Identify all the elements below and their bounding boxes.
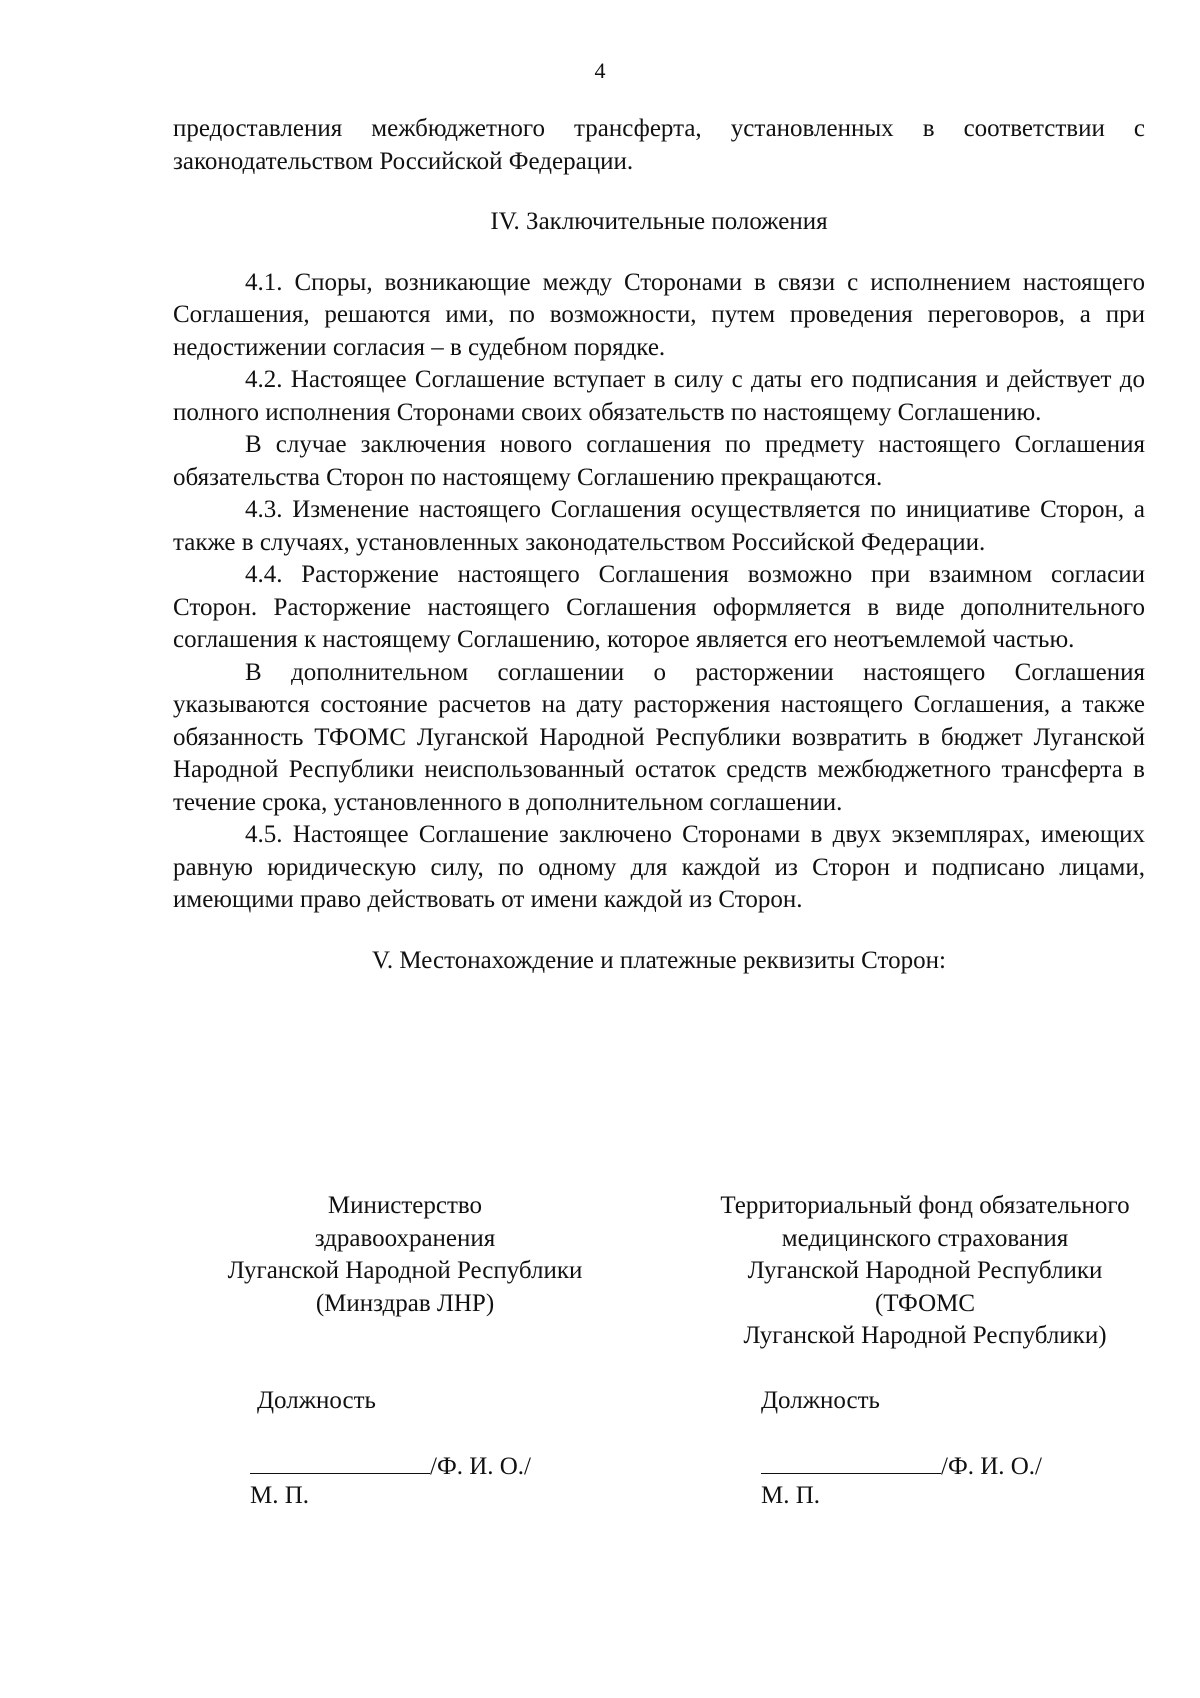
clause-4-5: 4.5. Настоящее Соглашение заключено Сторонами в двух экземплярах, имеющих равную юридическую силу, по одному для каждой из Сторон и подписано лицами, имеющими право действовать от имени каждой из Сторон. xyxy=(173,821,1145,913)
party-right-position: Должность xyxy=(761,1387,880,1414)
party-left-fio: /Ф. И. О./ xyxy=(430,1453,532,1480)
section-4-heading: IV. Заключительные положения xyxy=(490,208,828,235)
clause-4-2: 4.2. Настоящее Соглашение вступает в силу с даты его подписания и действует до полного исполнения Сторонами своих обязательств по настоящему Соглашению. xyxy=(173,366,1145,426)
party-right-line: (ТФОМС xyxy=(874,1289,976,1317)
clause-4-1: 4.1. Споры, возникающие между Сторонами в связи с исполнением настоящего Соглашения, решаются ими, по возможности, путем проведения переговоров, а при недостижении согласия – в судебном порядке. xyxy=(173,268,1145,361)
clause-4-3: 4.3. Изменение настоящего Соглашения осуществляется по инициативе Сторон, а также в случаях, установленных законодательством Российской Федерации. xyxy=(173,496,1145,556)
party-right-name xyxy=(680,1190,1170,1353)
party-right-line: медицинского страхования xyxy=(781,1224,1069,1252)
party-left-line: (Минздрав ЛНР) xyxy=(315,1289,495,1317)
party-right-line: Луганской Народной Республики) xyxy=(743,1322,1107,1349)
party-right-signature xyxy=(761,1447,1042,1484)
party-left-stamp: М. П. xyxy=(250,1482,310,1509)
party-left-position: Должность xyxy=(257,1387,376,1414)
page-number: 4 xyxy=(594,58,606,83)
intro-paragraph: предоставления межбюджетного трансферта, установленных в соответствии с законодательством Российской Федерации. xyxy=(173,115,1145,175)
party-right-stamp: М. П. xyxy=(761,1482,821,1509)
party-left-line: Луганской Народной Республики xyxy=(227,1257,583,1284)
signature-line xyxy=(761,1447,941,1474)
clause-4-4: 4.4. Расторжение настоящего Соглашения возможно при взаимном согласии Сторон. Расторжение настоящего Соглашения оформляется в виде дополнительного соглашения к настоящему Соглашению, которое является его неотъемлемой частью. xyxy=(173,561,1145,653)
party-left-name xyxy=(195,1190,615,1320)
signature-line xyxy=(250,1447,430,1474)
main-text xyxy=(173,113,1145,977)
party-left-line: здравоохранения xyxy=(314,1224,496,1252)
clause-4-4-continuation: В дополнительном соглашении о расторжении настоящего Соглашения указываются состояние расчетов на дату расторжения настоящего Соглашения, а также обязанность ТФОМС Луганской Народной Республики возвратить в бюджет Луганской Народной Республики неиспользованный остаток средств межбюджетного трансферта в течение срока, установленного в дополнительном соглашении. xyxy=(173,658,1145,816)
party-left-signature xyxy=(250,1447,531,1484)
party-left-line: Министерство xyxy=(327,1192,483,1219)
party-right-line: Луганской Народной Республики xyxy=(747,1257,1103,1284)
section-5-heading: V. Местонахождение и платежные реквизиты Сторон: xyxy=(372,946,946,974)
clause-4-2-continuation: В случае заключения нового соглашения по предмету настоящего Соглашения обязательства Сторон по настоящему Соглашению прекращаются. xyxy=(173,431,1145,491)
party-right-line: Территориальный фонд обязательного xyxy=(720,1192,1130,1219)
party-right-fio: /Ф. И. О./ xyxy=(941,1453,1043,1480)
